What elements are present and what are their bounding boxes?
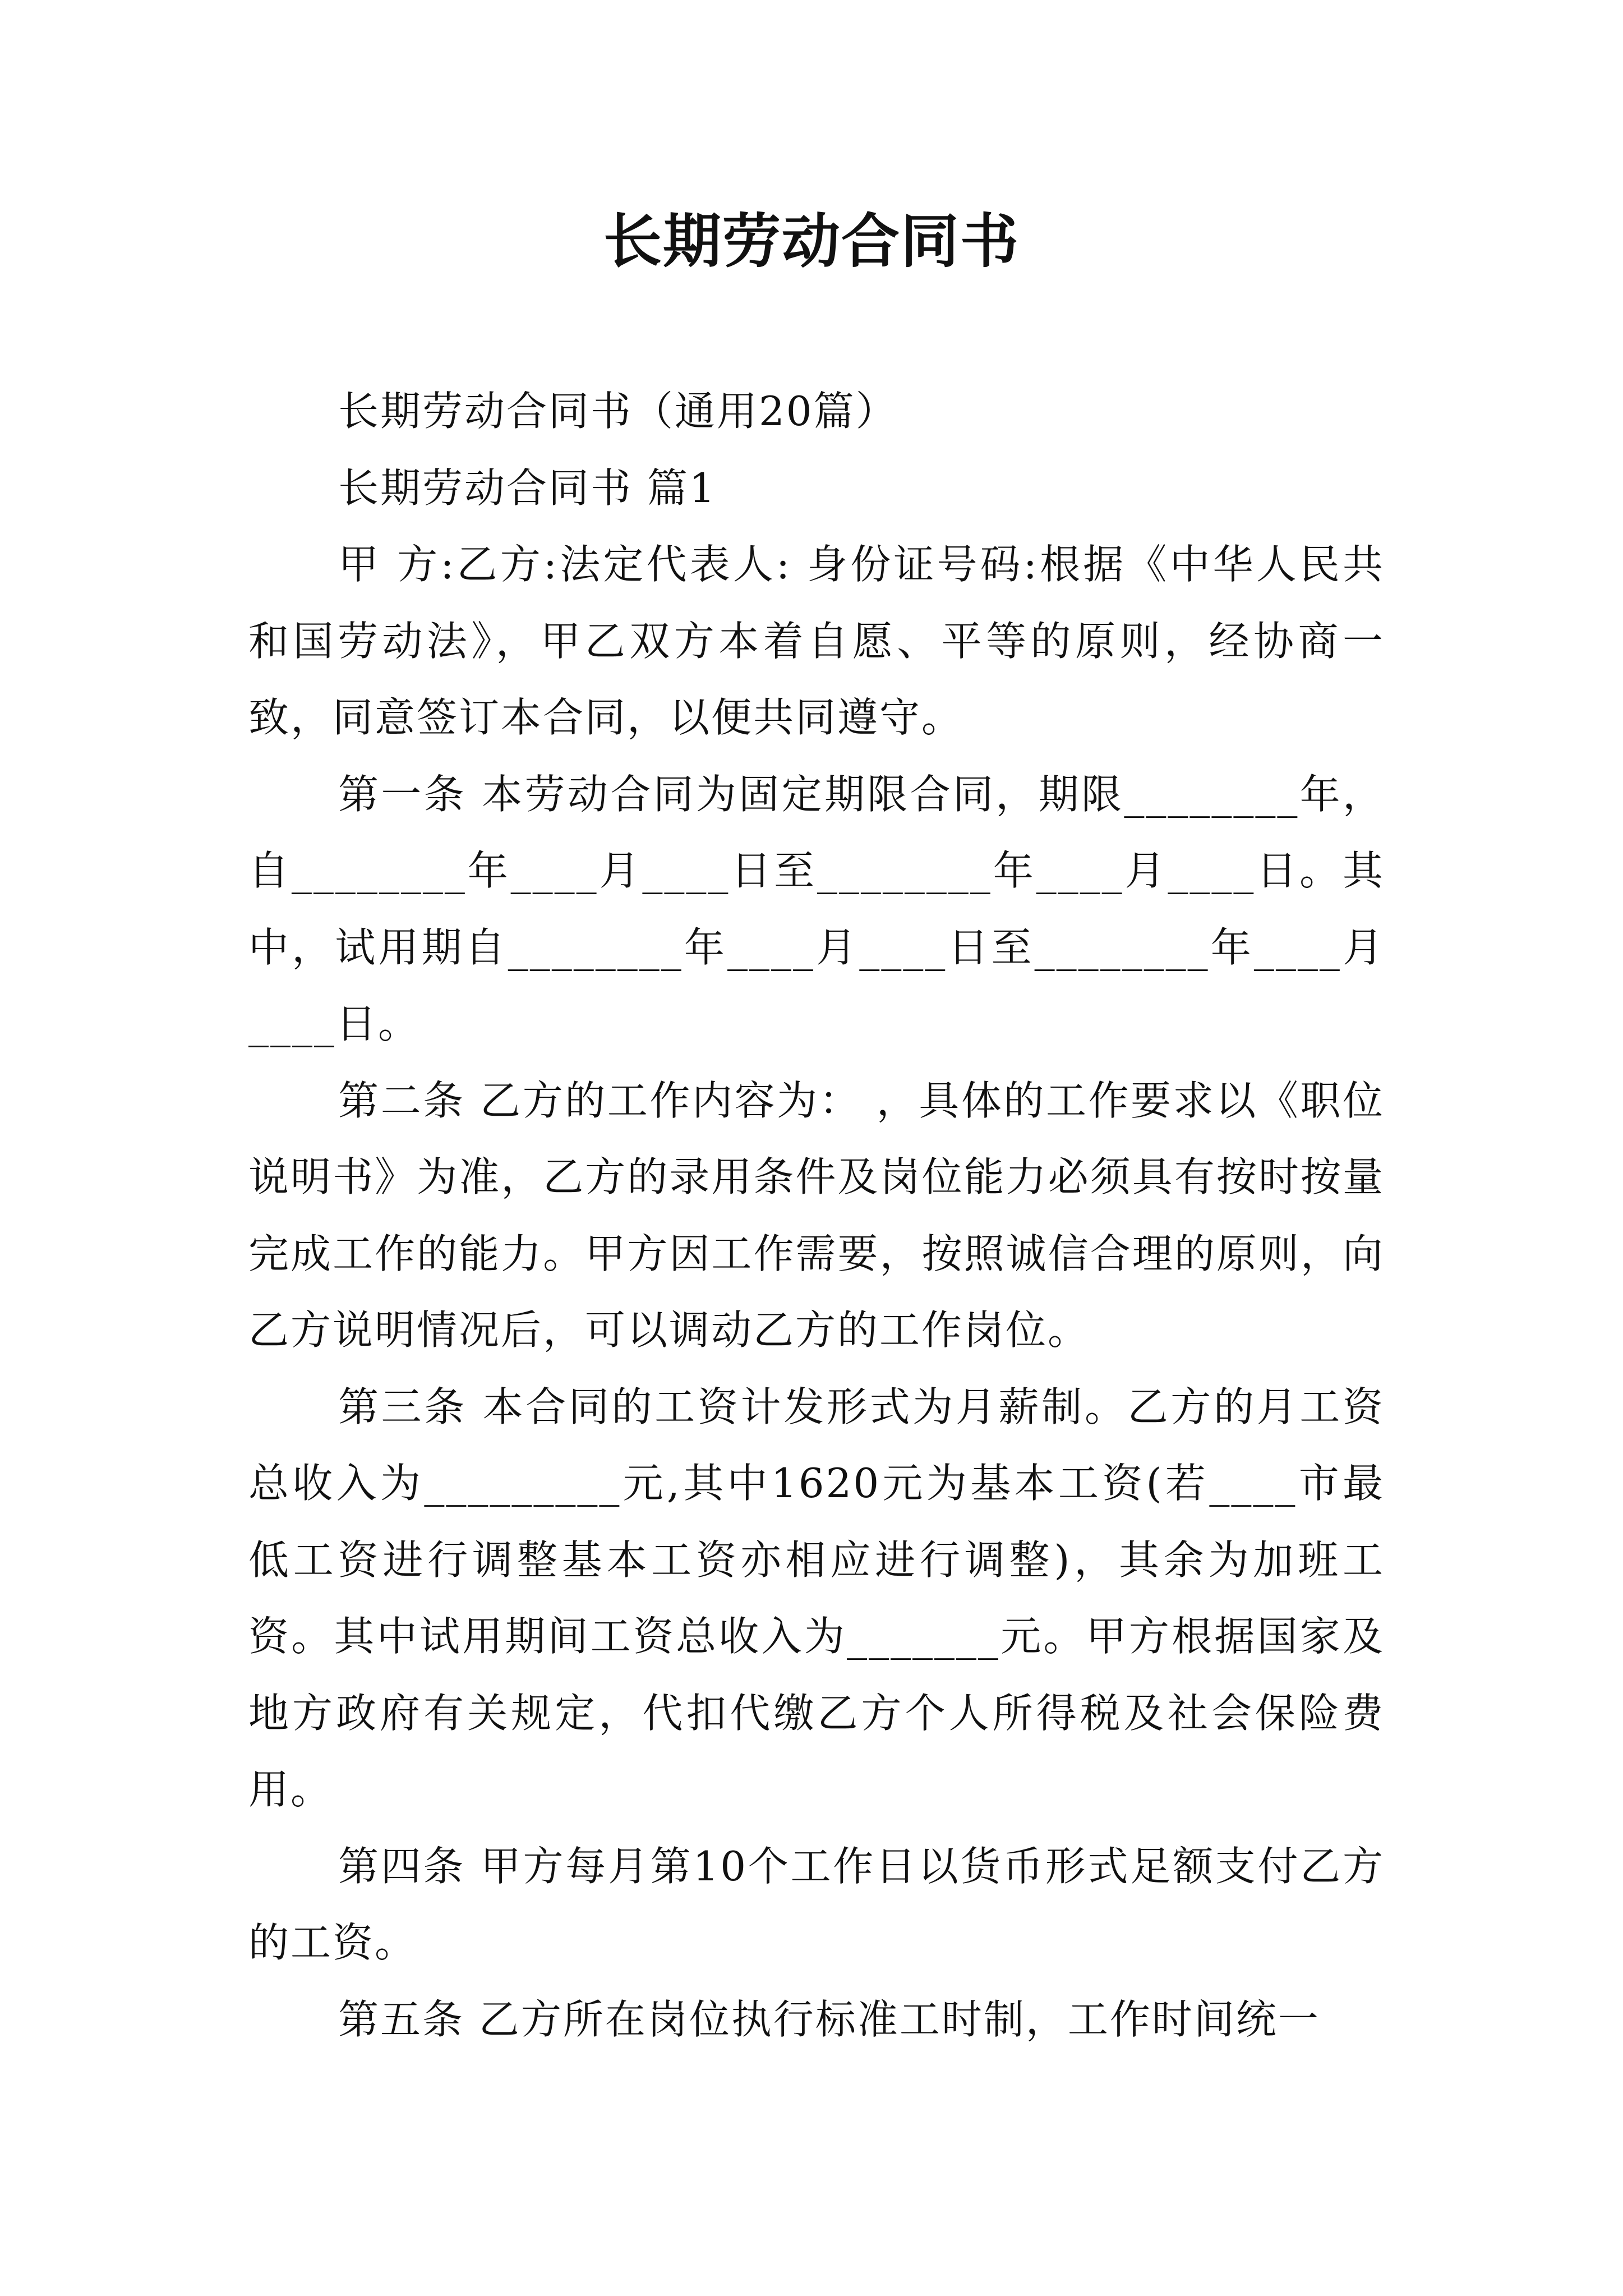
paragraph-article-5: 第五条 乙方所在岗位执行标准工时制，工作时间统一 [338, 1995, 1320, 2043]
paragraph-parties: 甲 方:乙方:法定代表人: 身份证号码:根据《中华人民共和国劳动法》，甲乙双方本着自愿、平等的原则，经协商一致，同意签订本合同，以便共同遵守。 [248, 541, 1385, 741]
paragraph-article-2: 第二条 乙方的工作内容为： ，具体的工作要求以《职位说明书》为准，乙方的录用条件及岗位能力必须具有按时按量完成工作的能力。甲方因工作需要，按照诚信合理的原则，向乙方说明情况后，可以调动乙方的工作岗位。 [248, 1076, 1385, 1354]
paragraph-subtitle: 长期劳动合同书（通用20篇） [338, 388, 898, 435]
paragraph-section-heading: 长期劳动合同书 篇1 [338, 464, 717, 512]
document-body [248, 373, 1385, 2058]
paragraph-article-3: 第三条 本合同的工资计发形式为月薪制。乙方的月工资总收入为_________元,其中1620元为基本工资(若____市最低工资进行调整基本工资亦相应进行调整)，其余为加班工资。其中试用期间工资总收入为_______元。甲方根据国家及地方政府有关规定，代扣代缴乙方个人所得税及社会保险费用。 [248, 1383, 1385, 1813]
paragraph-article-4: 第四条 甲方每月第10个工作日以货币形式足额支付乙方的工资。 [248, 1842, 1385, 1966]
paragraph-article-1: 第一条 本劳动合同为固定期限合同，期限________年，自________年____月____日至________年____月____日。其中，试用期自________年____月____日至________年____月____日。 [248, 770, 1385, 1047]
document-title: 长期劳动合同书 [603, 206, 1020, 275]
